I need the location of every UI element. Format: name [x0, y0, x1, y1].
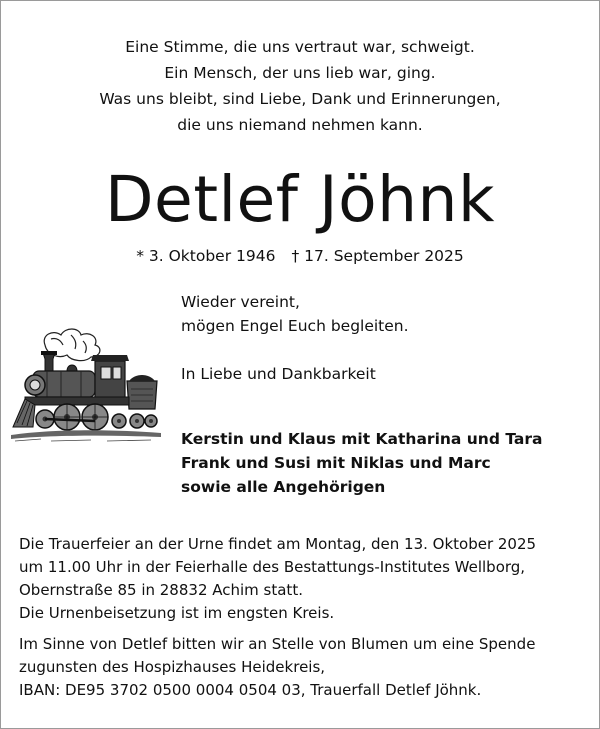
donation-request — [19, 633, 535, 702]
deceased-name: Detlef Jöhnk — [105, 163, 495, 236]
farewell-line-2: mögen Engel Euch begleiten. — [181, 317, 409, 335]
farewell-block — [181, 290, 409, 386]
service-line-1: Die Trauerfeier an der Urne findet am Montag, den 13. Oktober 2025 — [19, 535, 537, 553]
mourner-line-2: Frank und Susi mit Niklas und Marc — [181, 454, 491, 472]
birth-date: * 3. Oktober 1946 — [136, 247, 276, 265]
farewell-greeting: In Liebe und Dankbarkeit — [181, 365, 376, 383]
funeral-service-info — [19, 533, 536, 625]
life-dates — [1, 244, 599, 268]
poem-line-3: Was uns bleibt, sind Liebe, Dank und Erinnerungen, — [99, 90, 501, 108]
service-line-3: Obernstraße 85 in 28832 Achim statt. — [19, 581, 303, 599]
steam-locomotive-icon — [11, 323, 161, 451]
mourner-line-3: sowie alle Angehörigen — [181, 478, 386, 496]
donation-line-2: zugunsten des Hospizhauses Heidekreis, — [19, 658, 326, 676]
poem-line-2: Ein Mensch, der uns lieb war, ging. — [164, 64, 436, 82]
memorial-poem — [1, 34, 599, 138]
donation-line-1: Im Sinne von Detlef bitten wir an Stelle von Blumen um eine Spende — [19, 635, 536, 653]
service-line-4: Die Urnenbeisetzung ist im engsten Kreis. — [19, 604, 335, 622]
mourner-line-1: Kerstin und Klaus mit Katharina und Tara — [181, 430, 543, 448]
farewell-line-1: Wieder vereint, — [181, 293, 300, 311]
death-date: † 17. September 2025 — [291, 247, 464, 265]
poem-line-1: Eine Stimme, die uns vertraut war, schweigt. — [125, 38, 475, 56]
donation-line-3: IBAN: DE95 3702 0500 0004 0504 03, Trauerfall Detlef Jöhnk. — [19, 681, 482, 699]
service-line-2: um 11.00 Uhr in der Feierhalle des Bestattungs-Institutes Wellborg, — [19, 558, 526, 576]
mourners-list — [181, 427, 542, 499]
poem-line-4: die uns niemand nehmen kann. — [177, 116, 423, 134]
